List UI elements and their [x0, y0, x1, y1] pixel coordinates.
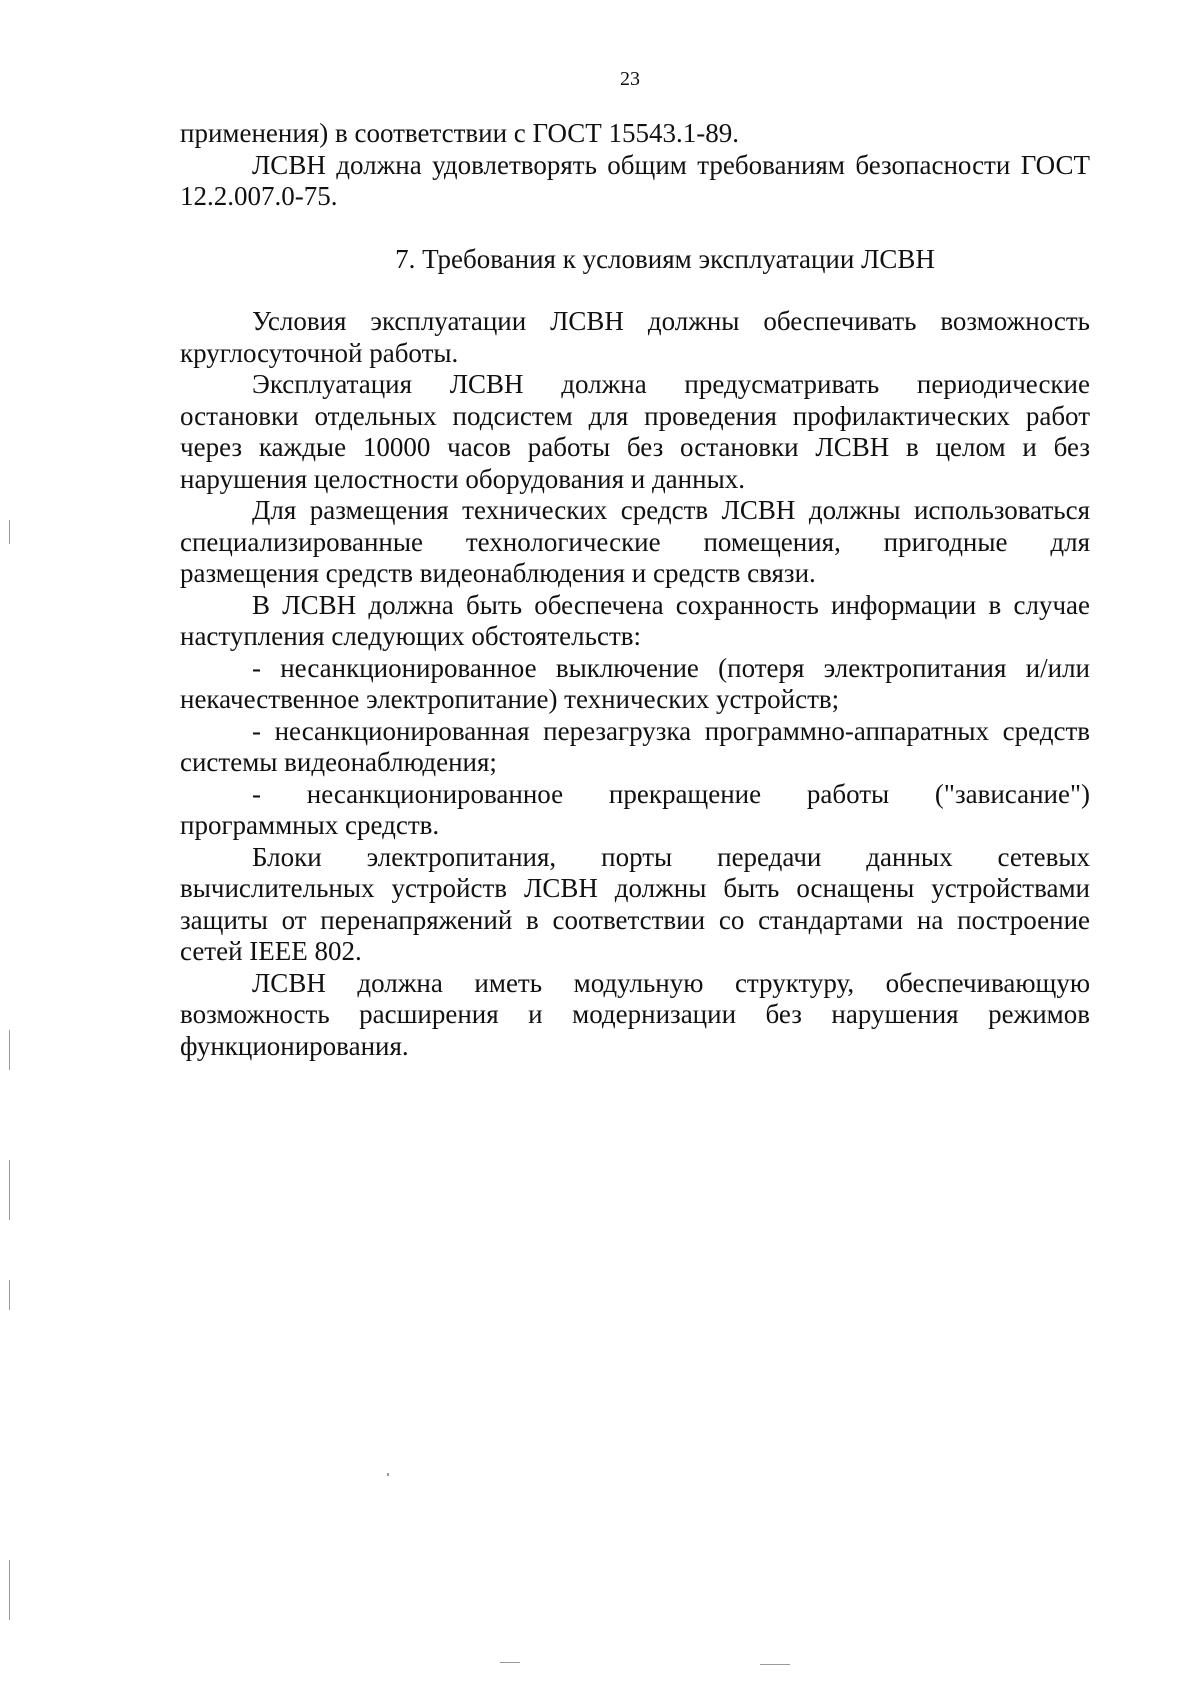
section-heading: 7. Требования к условиям эксплуатации ЛСВН	[395, 243, 935, 274]
scan-artifact	[9, 520, 10, 544]
bullet-hang: - несанкционированное прекращение работы ("зависание") программных средств.	[180, 778, 1090, 840]
safety-requirements-paragraph: ЛСВН должна удовлетворять общим требованиям безопасности ГОСТ 12.2.007.0-75.	[180, 149, 1090, 211]
intro-line-continuation: применения) в соответствии с ГОСТ 15543.1-89.	[180, 118, 740, 148]
document-body	[180, 118, 1090, 1062]
bullet-power-loss: - несанкционированное выключение (потеря электропитания и/или некачественное электропитание) технических устройств;	[180, 652, 1090, 714]
scan-artifact	[9, 1280, 10, 1310]
paragraph-surge-protection: Блоки электропитания, порты передачи данных сетевых вычислительных устройств ЛСВН должны быть оснащены устройствами защиты от перенапряжений в соответствии со стандартами на построение сетей IEEE 802.	[180, 841, 1090, 966]
paragraph-round-the-clock: Условия эксплуатации ЛСВН должны обеспечивать возможность круглосуточной работы.	[180, 306, 1090, 368]
paragraph-maintenance: Эксплуатация ЛСВН должна предусматривать периодические остановки отдельных подсистем для проведения профилактических работ через каждые 10000 часов работы без остановки ЛСВН в целом и без нарушения целостности оборудования и данных.	[180, 369, 1090, 494]
scan-artifact	[9, 1160, 10, 1220]
scan-artifact	[9, 1030, 10, 1070]
paragraph-premises: Для размещения технических средств ЛСВН должны использоваться специализированные технологические помещения, пригодные для размещения средств видеонаблюдения и средств связи.	[180, 495, 1090, 588]
paragraph-modular-structure: ЛСВН должна иметь модульную структуру, обеспечивающую возможность расширения и модернизации без нарушения режимов функционирования.	[180, 967, 1090, 1061]
scan-artifact	[387, 1473, 389, 1476]
paragraph-data-safety: В ЛСВН должна быть обеспечена сохранность информации в случае наступления следующих обстоятельств:	[180, 589, 1090, 651]
scan-artifact	[9, 1560, 10, 1620]
page-number: 23	[620, 68, 640, 90]
scan-artifact	[500, 1662, 520, 1663]
bullet-reboot: - несанкционированная перезагрузка программно-аппаратных средств системы видеонаблюдения;	[180, 715, 1090, 777]
scan-artifact	[760, 1664, 790, 1665]
